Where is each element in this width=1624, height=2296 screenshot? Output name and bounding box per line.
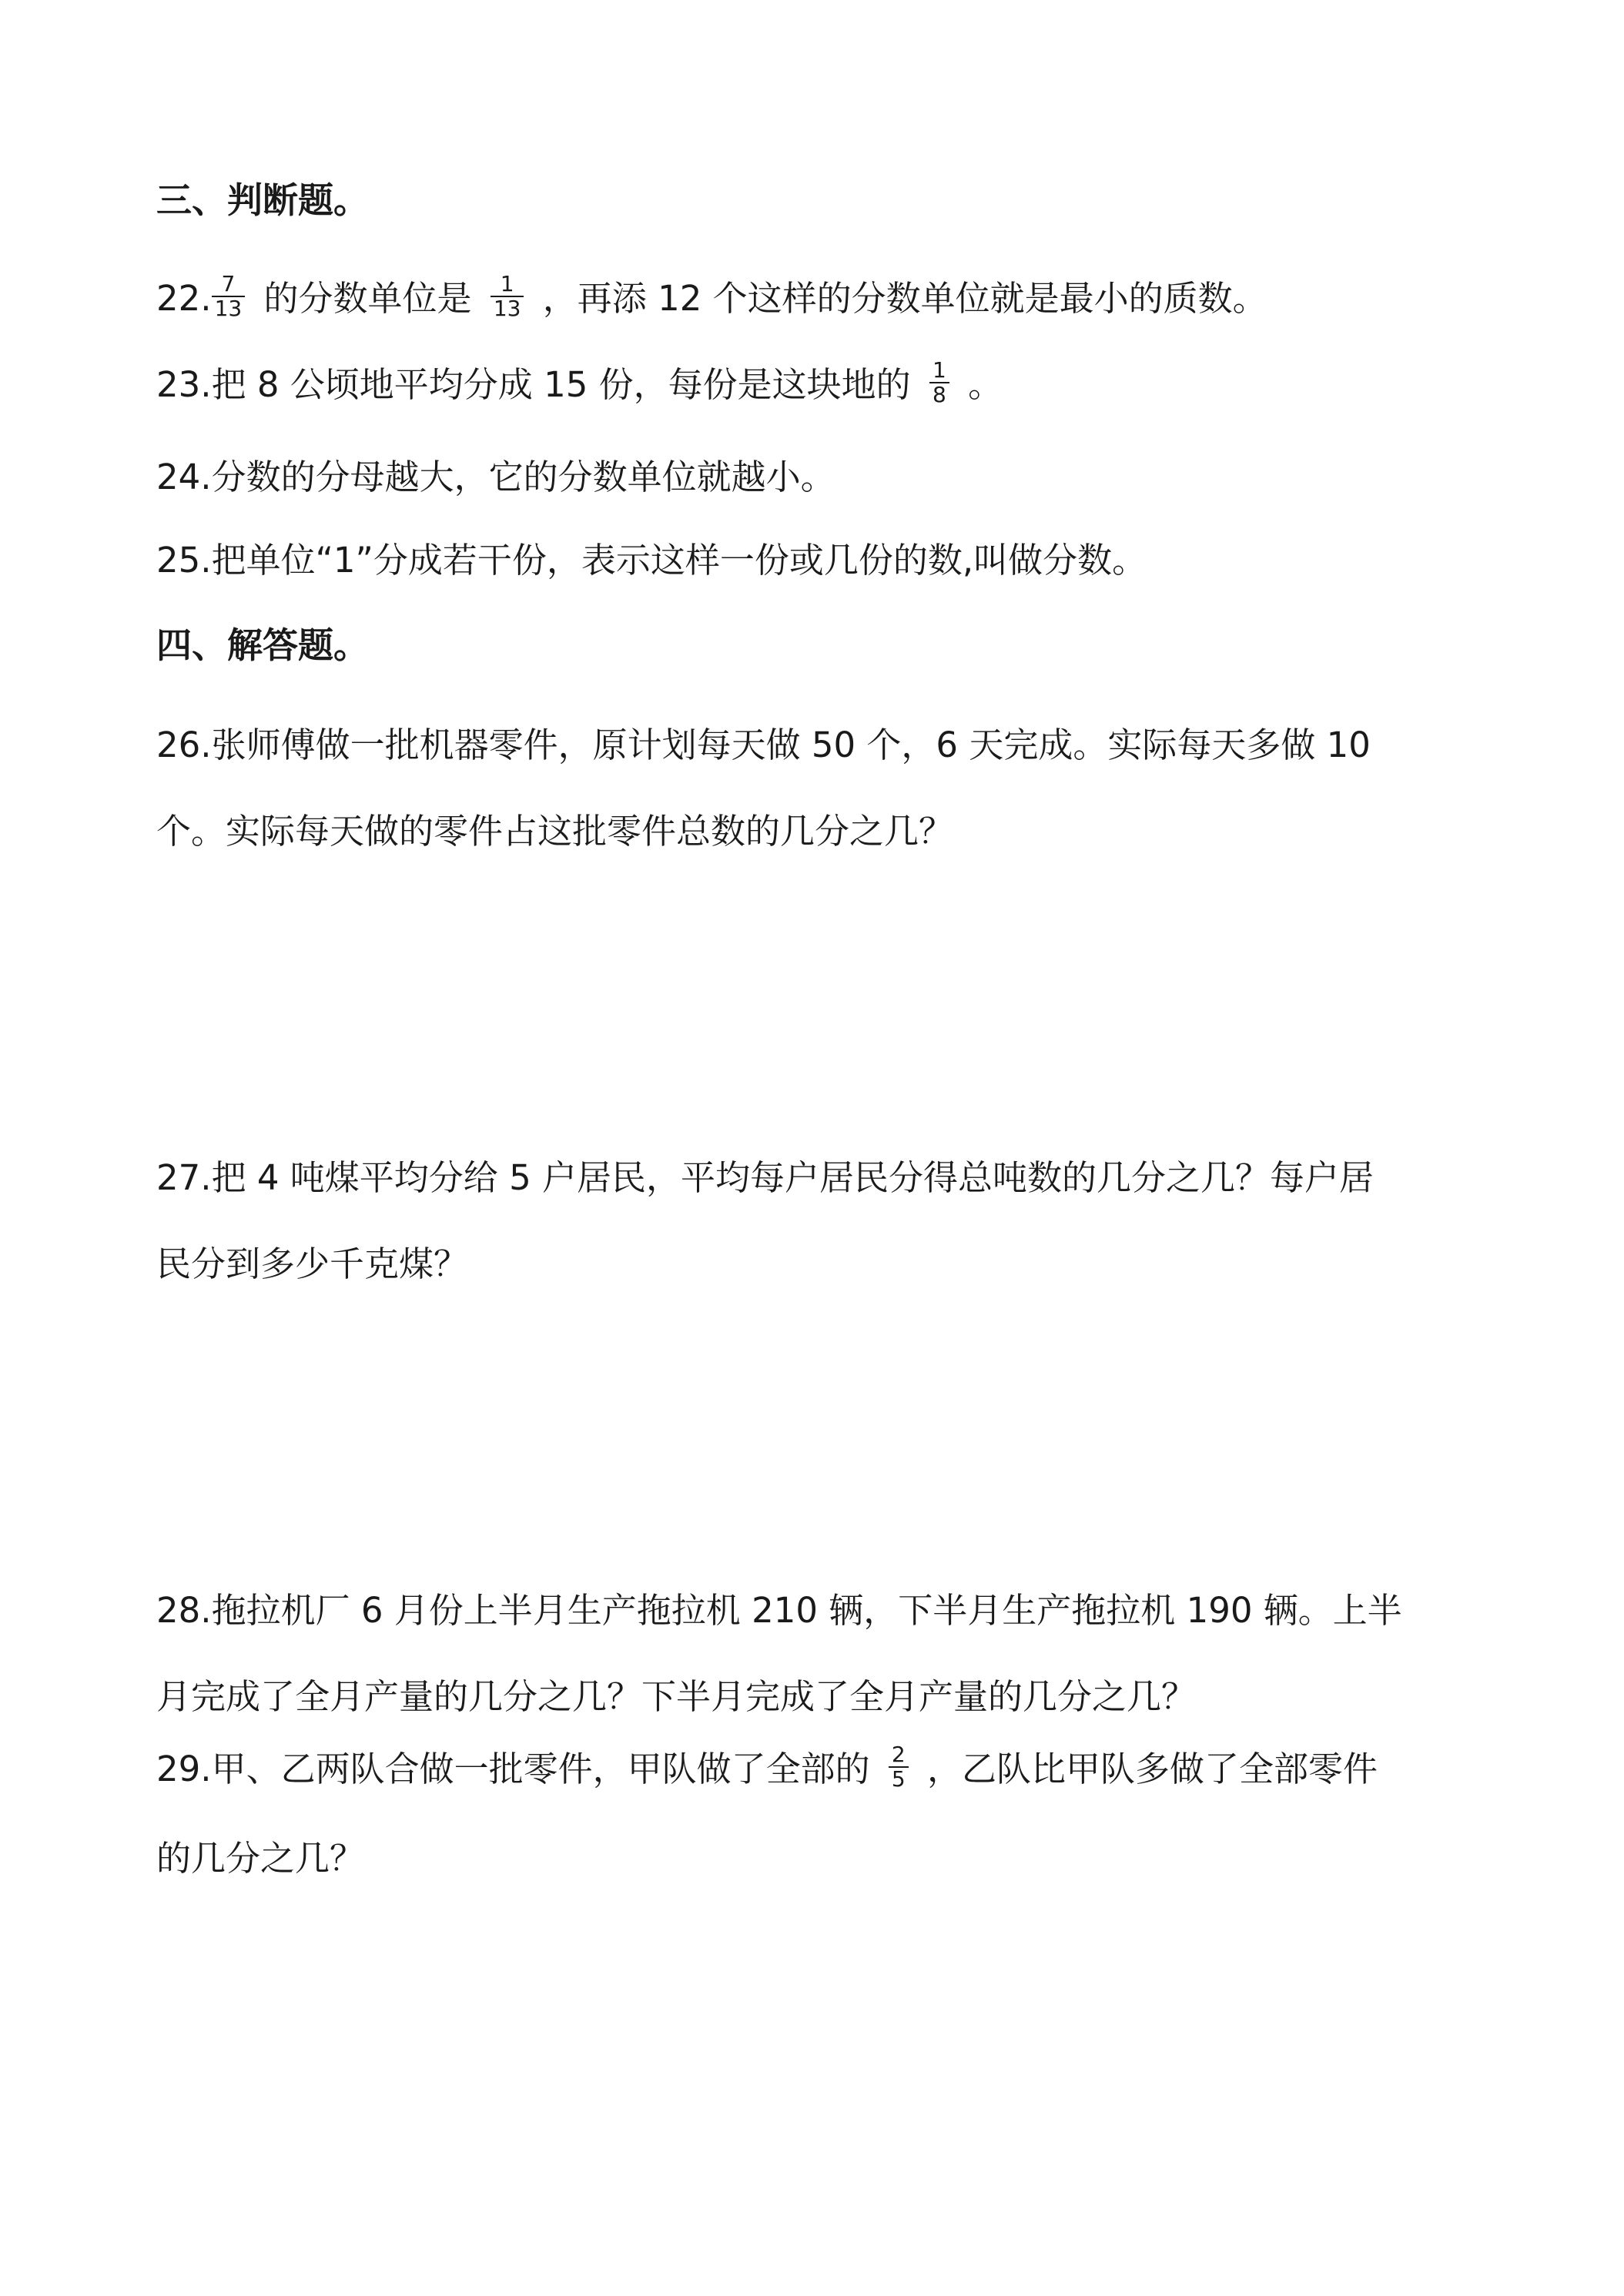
question-26-line1: 26.张师傅做一批机器零件，原计划每天做 50 个，6 天完成。实际每天多做 10 bbox=[156, 725, 1371, 765]
fraction: $\frac{1}{13}$ bbox=[491, 273, 524, 320]
question-text: ，再添 12 个这样的分数单位就是最小的质数。 bbox=[531, 278, 1267, 319]
fraction: $\frac{2}{5}$ bbox=[889, 1743, 909, 1791]
question-29-line2: 的几分之几？ bbox=[156, 1838, 365, 1879]
question-29-line1 bbox=[156, 1742, 1378, 1796]
question-text: 23.把 8 公顷地平均分成 15 份，每份是这块地的 bbox=[156, 364, 922, 405]
question-23 bbox=[156, 357, 1003, 411]
question-22 bbox=[156, 271, 1267, 325]
fraction: $\frac{7}{13}$ bbox=[212, 273, 246, 320]
question-text: 29.甲、乙两队合做一批零件，甲队做了全部的 bbox=[156, 1749, 881, 1789]
question-text: 的分数单位是 bbox=[253, 278, 483, 319]
fraction: $\frac{1}{8}$ bbox=[929, 359, 949, 407]
question-24: 24.分数的分母越大，它的分数单位就越小。 bbox=[156, 457, 835, 497]
question-27-line1: 27.把 4 吨煤平均分给 5 户居民，平均每户居民分得总吨数的几分之几？每户居 bbox=[156, 1157, 1375, 1198]
question-28-line1: 28.拖拉机厂 6 月份上半月生产拖拉机 210 辆，下半月生产拖拉机 190 辆。上半 bbox=[156, 1590, 1402, 1631]
section-heading-4: 四、解答题。 bbox=[156, 624, 369, 666]
question-text: ，乙队比甲队多做了全部零件 bbox=[916, 1749, 1378, 1789]
question-number: 22. bbox=[156, 278, 212, 319]
question-28-line2: 月完成了全月产量的几分之几？下半月完成了全月产量的几分之几？ bbox=[156, 1676, 1197, 1717]
question-25: 25.把单位“1”分成若干份，表示这样一份或几份的数,叫做分数。 bbox=[156, 540, 1147, 581]
section-heading-3: 三、判断题。 bbox=[156, 179, 369, 221]
question-text: 。 bbox=[956, 364, 1003, 405]
question-26-line2: 个。实际每天做的零件占这批零件总数的几分之几？ bbox=[156, 811, 954, 852]
question-27-line2: 民分到多少千克煤？ bbox=[156, 1243, 469, 1284]
